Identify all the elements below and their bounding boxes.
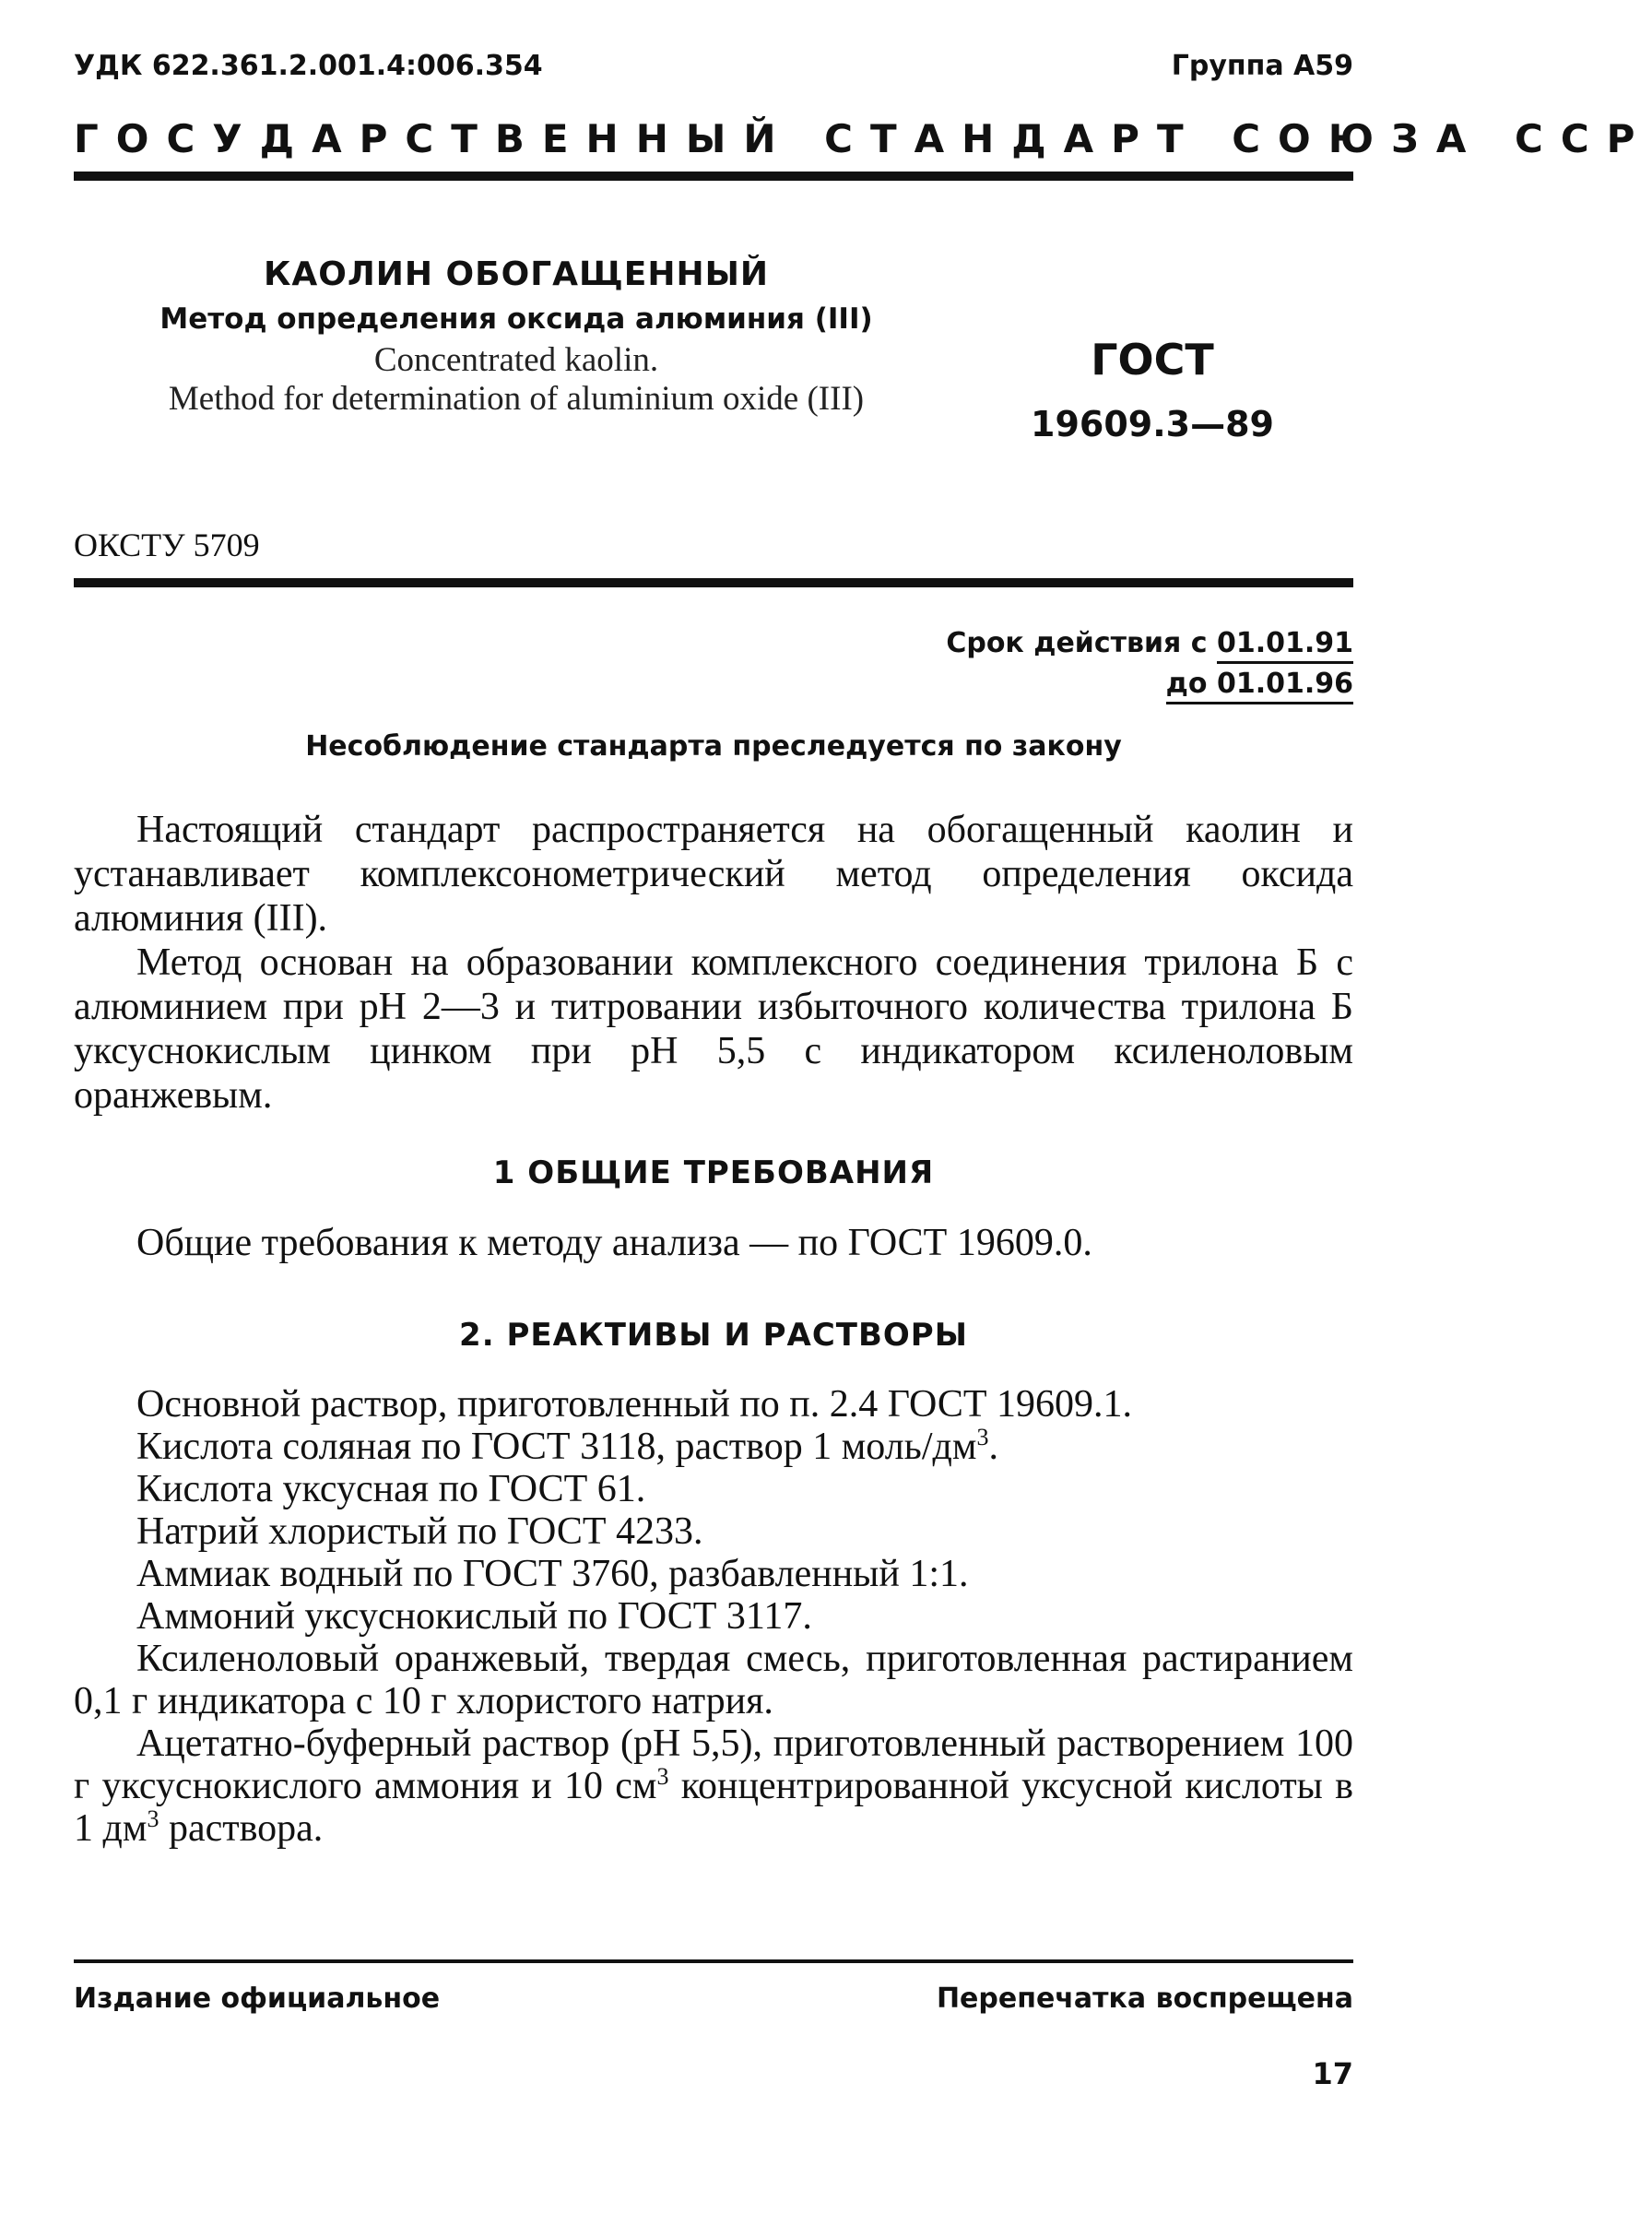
document-title: КАОЛИН ОБОГАЩЕННЫЙ [263,255,770,293]
reagent-line-2-text: Кислота соляная по ГОСТ 3118, раствор 1 моль/дм [136,1426,977,1468]
section-1-text: Общие требования к методу анализа — по ГОСТ 19609.0. [136,1222,1092,1264]
intro-paragraph-2: Метод основан на образовании комплексного соединения трилона Б с алюминием при pH 2—3 и титровании избыточного количества трилона Б уксуснокислым цинком при pH 5,5 с индикатором ксиленоловым оранжевым. [74,941,1353,1117]
intro-paragraph-1: Настоящий стандарт распространяется на обогащенный каолин и устанавливает комплексонометрический метод определения оксида алюминия (III). [74,809,1353,940]
reagent-line-8-text-a: Ацетатно-буферный раствор (pH 5,5), приготовленный растворением 100 г уксуснокислого аммония и 10 см [74,1722,1353,1807]
reagent-line-7: Ксиленоловый оранжевый, твердая смесь, приготовленная растиранием 0,1 г индикатора с 10 г хлористого натрия. [74,1638,1353,1722]
reagent-line-6: Аммоний уксуснокислый по ГОСТ 3117. [136,1595,812,1638]
validity-start-label: Срок действия с [946,627,1217,659]
section-1-heading: 1 ОБЩИЕ ТРЕБОВАНИЯ [492,1154,935,1191]
group-code: Группа А59 [1171,50,1353,82]
reagent-line-8 [74,1722,1353,1850]
reagent-line-4: Натрий хлористый по ГОСТ 4233. [136,1510,703,1553]
reagent-line-3: Кислота уксусная по ГОСТ 61. [136,1468,646,1510]
english-title-line-1: Concentrated kaolin. [373,341,659,379]
validity-period [946,623,1353,704]
page-number: 17 [1312,2056,1353,2091]
title-block [111,253,922,419]
okstu-code: ОКСТУ 5709 [74,527,260,563]
english-title-line-2: Method for determination of aluminium oxide (III) [168,380,865,418]
document-subtitle: Метод определения оксида алюминия (III) [159,302,873,336]
state-standard-banner: ГОСУДАРСТВЕННЫЙ СТАНДАРТ СОЮЗА ССР [74,116,1652,161]
reagent-line-8-sup-2: 3 [147,1805,159,1832]
gost-designation [1014,323,1291,452]
law-notice: Несоблюдение стандарта преследуется по закону [305,730,1122,763]
validity-end-date: до 01.01.96 [1166,668,1353,704]
reagent-line-2-end: . [988,1426,998,1468]
section-rule [74,578,1353,587]
edition-note: Издание официальное [74,1983,441,2015]
validity-end [946,664,1353,704]
section-2-heading: 2. РЕАКТИВЫ И РАСТВОРЫ [459,1317,968,1354]
gost-label: ГОСТ [1091,335,1214,385]
reagent-line-2-sup: 3 [976,1424,989,1450]
validity-start [946,623,1353,664]
header-rule [74,172,1353,181]
reagent-line-2 [74,1426,1353,1468]
gost-number: 19609.3—89 [1031,404,1274,444]
reagent-line-5: Аммиак водный по ГОСТ 3760, разбавленный 1:1. [136,1553,969,1595]
reagent-line-8-sup-1: 3 [656,1763,669,1790]
reagent-line-8-text-b: концентрированной уксусной кислоты в 1 дм [74,1765,1353,1850]
footer-rule [74,1959,1353,1963]
udk-code: УДК 622.361.2.001.4:006.354 [74,50,543,82]
reagent-line-1: Основной раствор, приготовленный по п. 2.4 ГОСТ 19609.1. [136,1383,1133,1426]
validity-start-date: 01.01.91 [1217,627,1353,664]
reprint-note: Перепечатка воспрещена [936,1983,1353,2015]
reagent-line-8-text-c: раствора. [159,1807,324,1850]
